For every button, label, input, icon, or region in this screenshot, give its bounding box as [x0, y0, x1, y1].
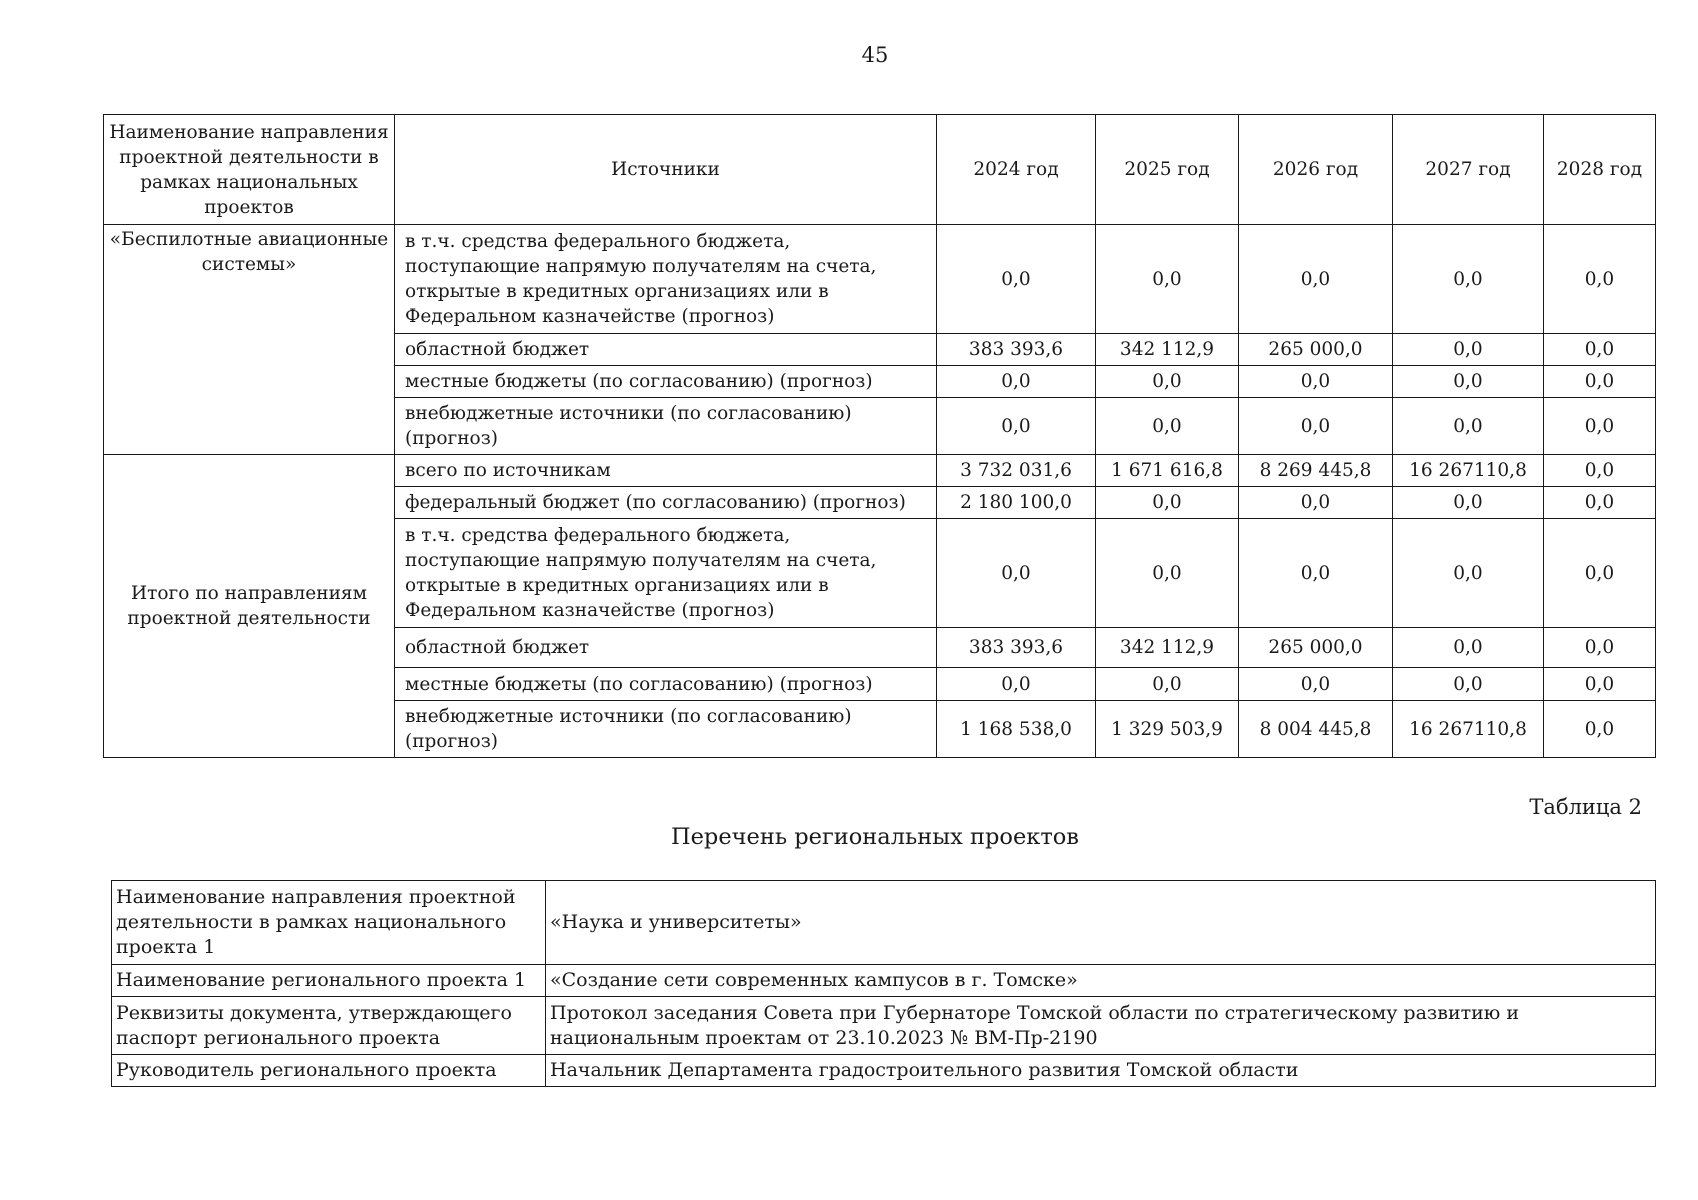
- source-label: федеральный бюджет (по согласованию) (прогноз): [395, 487, 937, 519]
- table-title: Перечень региональных проектов: [671, 824, 1079, 850]
- source-label: областной бюджет: [395, 334, 937, 366]
- value-cell: 0,0: [1096, 519, 1239, 628]
- table-row: [112, 1055, 1656, 1087]
- value-cell: 0,0: [937, 398, 1096, 455]
- value-cell: 0,0: [1544, 628, 1656, 668]
- header-year-2027: 2027 год: [1393, 115, 1544, 225]
- table-row: [104, 225, 1656, 334]
- value-cell: 0,0: [1393, 398, 1544, 455]
- value-cell: 0,0: [1239, 668, 1393, 701]
- row-value: Начальник Департамента градостроительного развития Томской области: [546, 1055, 1656, 1087]
- row-label: Реквизиты документа, утверждающего паспорт регионального проекта: [112, 997, 546, 1055]
- source-label: областной бюджет: [395, 628, 937, 668]
- source-label: всего по источникам: [395, 455, 937, 487]
- value-cell: 1 329 503,9: [1096, 701, 1239, 758]
- value-cell: 3 732 031,6: [937, 455, 1096, 487]
- source-label: внебюджетные источники (по согласованию) (прогноз): [395, 398, 937, 455]
- table-row: [112, 965, 1656, 997]
- value-cell: 383 393,6: [937, 334, 1096, 366]
- row-value: «Создание сети современных кампусов в г. Томске»: [546, 965, 1656, 997]
- value-cell: 0,0: [1544, 668, 1656, 701]
- row-label: Наименование направления проектной деятельности в рамках национального проекта 1: [112, 881, 546, 965]
- table-row: [104, 455, 1656, 487]
- value-cell: 0,0: [1544, 334, 1656, 366]
- header-name-col: Наименование направления проектной деятельности в рамках национальных проектов: [104, 115, 395, 225]
- value-cell: 2 180 100,0: [937, 487, 1096, 519]
- value-cell: 0,0: [1239, 366, 1393, 398]
- value-cell: 0,0: [1096, 366, 1239, 398]
- header-year-2028: 2028 год: [1544, 115, 1656, 225]
- value-cell: 0,0: [1544, 398, 1656, 455]
- row-label: Наименование регионального проекта 1: [112, 965, 546, 997]
- value-cell: 342 112,9: [1096, 334, 1239, 366]
- row-label: Руководитель регионального проекта: [112, 1055, 546, 1087]
- funding-table: [103, 114, 1656, 758]
- value-cell: 265 000,0: [1239, 334, 1393, 366]
- value-cell: 0,0: [1393, 487, 1544, 519]
- value-cell: 383 393,6: [937, 628, 1096, 668]
- totals-label: Итого по направлениям проектной деятельности: [104, 455, 395, 758]
- value-cell: 0,0: [1239, 225, 1393, 334]
- value-cell: 265 000,0: [1239, 628, 1393, 668]
- table-row: [112, 997, 1656, 1055]
- row-value: «Наука и университеты»: [546, 881, 1656, 965]
- value-cell: 0,0: [1544, 225, 1656, 334]
- header-year-2025: 2025 год: [1096, 115, 1239, 225]
- value-cell: 16 267110,8: [1393, 701, 1544, 758]
- source-label: местные бюджеты (по согласованию) (прогноз): [395, 366, 937, 398]
- value-cell: 0,0: [937, 366, 1096, 398]
- value-cell: 0,0: [1239, 519, 1393, 628]
- header-year-2026: 2026 год: [1239, 115, 1393, 225]
- source-label: в т.ч. средства федерального бюджета, поступающие напрямую получателям на счета, открытые в кредитных организациях или в Федеральном казначействе (прогноз): [395, 519, 937, 628]
- value-cell: 1 671 616,8: [1096, 455, 1239, 487]
- value-cell: 0,0: [1393, 628, 1544, 668]
- value-cell: 0,0: [1239, 487, 1393, 519]
- value-cell: 0,0: [1393, 225, 1544, 334]
- value-cell: 0,0: [1393, 668, 1544, 701]
- project-direction-name: «Беспилотные авиационные системы»: [104, 225, 395, 455]
- value-cell: 0,0: [1544, 701, 1656, 758]
- table-header-row: [104, 115, 1656, 225]
- value-cell: 0,0: [1096, 398, 1239, 455]
- value-cell: 0,0: [1544, 366, 1656, 398]
- value-cell: 0,0: [937, 668, 1096, 701]
- value-cell: 0,0: [1393, 334, 1544, 366]
- value-cell: 0,0: [937, 519, 1096, 628]
- value-cell: 0,0: [937, 225, 1096, 334]
- value-cell: 0,0: [1544, 455, 1656, 487]
- value-cell: 8 269 445,8: [1239, 455, 1393, 487]
- value-cell: 0,0: [1544, 487, 1656, 519]
- source-label: внебюджетные источники (по согласованию) (прогноз): [395, 701, 937, 758]
- table-caption: Таблица 2: [1529, 795, 1642, 819]
- header-year-2024: 2024 год: [937, 115, 1096, 225]
- value-cell: 0,0: [1096, 668, 1239, 701]
- value-cell: 0,0: [1544, 519, 1656, 628]
- value-cell: 16 267110,8: [1393, 455, 1544, 487]
- value-cell: 342 112,9: [1096, 628, 1239, 668]
- page-number: 45: [861, 43, 889, 67]
- source-label: в т.ч. средства федерального бюджета, поступающие напрямую получателям на счета, открытые в кредитных организациях или в Федеральном казначействе (прогноз): [395, 225, 937, 334]
- value-cell: 0,0: [1096, 225, 1239, 334]
- source-label: местные бюджеты (по согласованию) (прогноз): [395, 668, 937, 701]
- header-sources-col: Источники: [395, 115, 937, 225]
- value-cell: 0,0: [1096, 487, 1239, 519]
- value-cell: 0,0: [1393, 366, 1544, 398]
- table-row: [112, 881, 1656, 965]
- value-cell: 8 004 445,8: [1239, 701, 1393, 758]
- row-value: Протокол заседания Совета при Губернаторе Томской области по стратегическому развитию и национальным проектам от 23.10.2023 № ВМ-Пр-2190: [546, 997, 1656, 1055]
- value-cell: 0,0: [1393, 519, 1544, 628]
- value-cell: 1 168 538,0: [937, 701, 1096, 758]
- regional-projects-table: [111, 880, 1656, 1087]
- value-cell: 0,0: [1239, 398, 1393, 455]
